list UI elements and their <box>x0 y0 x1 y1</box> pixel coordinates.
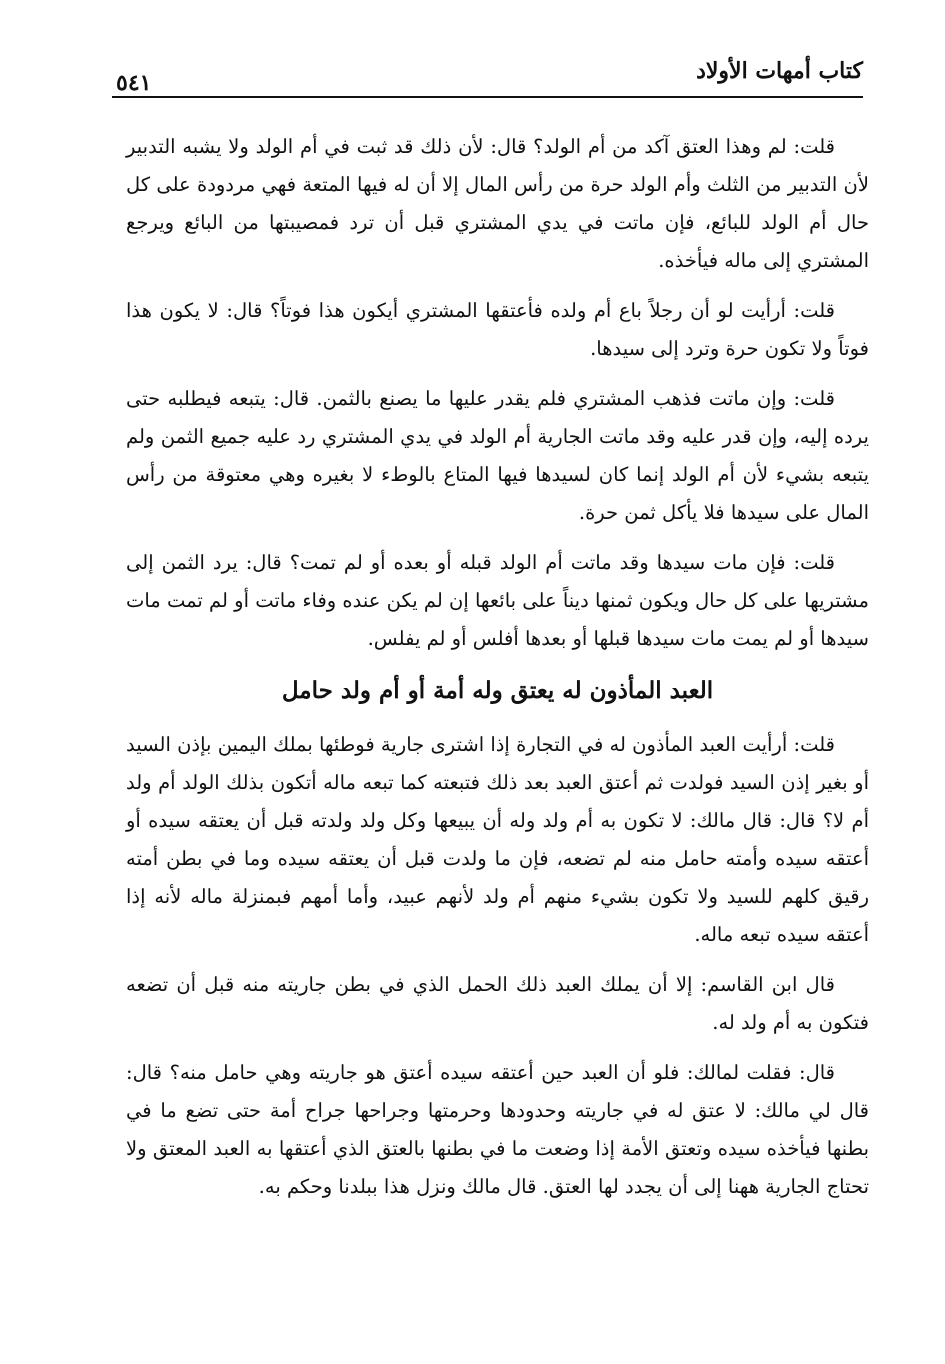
page-number: ٥٤١ <box>116 70 152 96</box>
paragraph: قلت: لم وهذا العتق آكد من أم الولد؟ قال: لأن ذلك قد ثبت في أم الولد ولا يشبه التدبير لأن التدبير من الثلث وأم الولد حرة من رأس المال إلا أن له فيها المتعة فهي مردودة على كل حال أم الولد للبائع، فإن ماتت في يدي المشتري قبل أن ترد فمصيبتها من البائع ويرجع المشتري إلى ماله فيأخذه. <box>126 135 869 272</box>
running-header <box>112 52 863 98</box>
running-title: كتاب أمهات الأولاد <box>696 58 863 84</box>
paragraph: قال: فقلت لمالك: فلو أن العبد حين أعتقه سيده أعتق هو جاريته وهي حامل منه؟ قال: قال لي مالك: لا عتق له في جاريته وحدودها وحرمتها وجراحها جراح أمة حتى تضع ما في بطنها فيأخذه سيده وتعتق الأمة إذا وضعت ما في بطنها بالعتق الذي أعتقها به العبد المعتق ولا تحتاج الجارية ههنا إلى أن يجدد لها العتق. قال مالك ونزل هذا ببلدنا وحكم به. <box>126 1061 869 1198</box>
section-heading: العبد المأذون له يعتق وله أمة أو أم ولد حامل <box>281 677 714 704</box>
paragraph: قال ابن القاسم: إلا أن يملك العبد ذلك الحمل الذي في بطن جاريته منه قبل أن تضعه فتكون به أم ولد له. <box>126 973 869 1034</box>
paragraph: قلت: فإن مات سيدها وقد ماتت أم الولد قبله أو بعده أو لم تمت؟ قال: يرد الثمن إلى مشتريها على كل حال ويكون ثمنها ديناً على بائعها إن لم يكن عنده وفاء ماتت أو لم تمت مات سيدها أو لم يمت مات سيدها قبلها أو بعدها أفلس أو لم يفلس. <box>126 551 869 650</box>
paragraph: قلت: أرأيت لو أن رجلاً باع أم ولده فأعتقها المشتري أيكون هذا فوتاً؟ قال: لا يكون هذا فوتاً ولا تكون حرة وترد إلى سيدها. <box>126 299 869 360</box>
paragraph: قلت: أرأيت العبد المأذون له في التجارة إذا اشترى جارية فوطئها بملك اليمين بإذن السيد أو بغير إذن السيد فولدت ثم أعتق العبد بعد ذلك فتبعته كما تبعه ماله أتكون بذلك الولد أم ولد أم لا؟ قال: قال مالك: لا تكون به أم ولد وله أن يبيعها وكل ولد ولدته قبل أن يعتقه سيده أو أعتقه سيده وأمته حامل منه لم تضعه، فإن ما ولدت قبل أن يعتقه سيده وما في بطن أمته رقيق كلهم للسيد ولا تكون بشيء منهم أم ولد لأنهم عبيد، وأما أمهم فبمنزلة ماله لأنه إذا أعتقه سيده تبعه ماله. <box>126 733 869 946</box>
paragraph: قلت: وإن ماتت فذهب المشتري فلم يقدر عليها ما يصنع بالثمن. قال: يتبعه فيطلبه حتى يرده إليه، وإن قدر عليه وقد ماتت الجارية أم الولد في يدي المشتري رد عليه جميع الثمن ولم يتبعه بشيء لأن أم الولد إنما كان لسيدها فيها المتاع بالوطء لا بغيره وهي معتوقة من رأس المال على سيدها فلا يأكل ثمن حرة. <box>126 387 869 524</box>
page-content <box>126 128 869 1218</box>
